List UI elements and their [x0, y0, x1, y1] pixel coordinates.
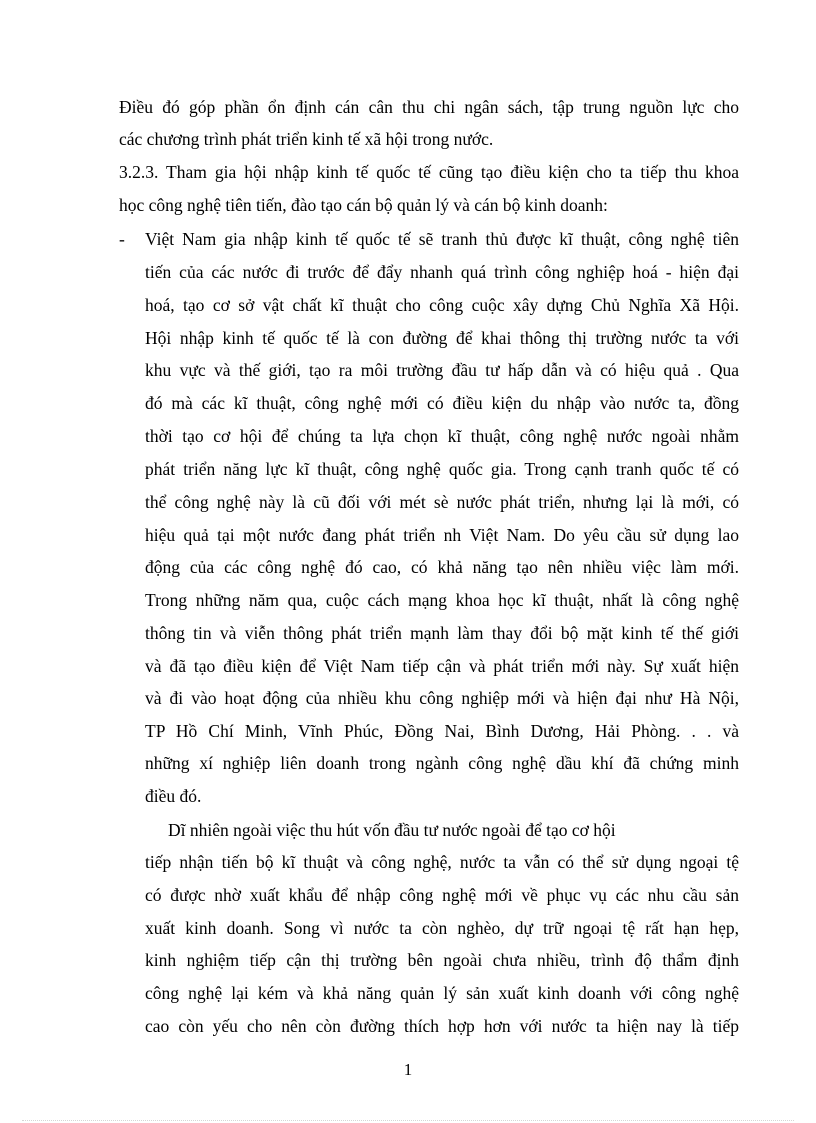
section-heading-line: học công nghệ tiên tiến, đào tạo cán bộ quản lý và cán bộ kinh doanh: — [119, 195, 608, 215]
page-bottom-divider — [22, 1120, 794, 1121]
bullet-text-line: thể công nghệ này là cũ đối với mét sè nước phát triển, nhưng lại là mới, có — [145, 492, 739, 512]
bullet-text-line: hoá, tạo cơ sở vật chất kĩ thuật cho công cuộc xây dựng Chủ Nghĩa Xã Hội. — [145, 295, 739, 315]
bullet-text-line: phát triển năng lực kĩ thuật, công nghệ quốc gia. Trong cạnh tranh quốc tế có — [145, 459, 739, 479]
bullet-text-line: điều đó. — [145, 786, 202, 806]
bullet-text-line: hiệu quả tại một nước đang phát triển nh Việt Nam. Do yêu cầu sử dụng lao — [145, 525, 739, 545]
bullet-text-line: thời tạo cơ hội để chúng ta lựa chọn kĩ thuật, công nghệ nước ngoài nhằm — [145, 426, 739, 446]
bullet-text-line: thông tin và viễn thông phát triển mạnh làm thay đổi bộ mặt kinh tế thế giới — [145, 623, 739, 643]
bullet-text-line: những xí nghiệp liên doanh trong ngành công nghệ dầu khí đã chứng minh — [145, 753, 739, 773]
text-line: các chương trình phát triển kinh tế xã hội trong nước. — [119, 129, 494, 149]
paragraph-line: có được nhờ xuất khẩu để nhập công nghệ mới về phục vụ các nhu cầu sản — [145, 885, 739, 905]
paragraph-line: cao còn yếu cho nên còn đường thích hợp hơn với nước ta hiện nay là tiếp — [145, 1016, 739, 1036]
section-heading-line: 3.2.3. Tham gia hội nhập kinh tế quốc tế cũng tạo điều kiện cho ta tiếp thu khoa — [119, 162, 739, 182]
text-line: Điều đó góp phần ổn định cán cân thu chi ngân sách, tập trung nguồn lực cho — [119, 97, 739, 117]
bullet-text-line: và đã tạo điều kiện để Việt Nam tiếp cận và phát triển mới này. Sự xuất hiện — [145, 656, 739, 676]
paragraph-line: kinh nghiệm tiếp cận thị trường bên ngoài chưa nhiều, trình độ thẩm định — [145, 950, 739, 970]
bullet-text-line: khu vực và thế giới, tạo ra môi trường đầu tư hấp dẫn và có hiệu quả . Qua — [145, 360, 739, 380]
paragraph-line: xuất kinh doanh. Song vì nước ta còn nghèo, dự trữ ngoại tệ rất hạn hẹp, — [145, 918, 739, 938]
page-number: 1 — [403, 1060, 413, 1079]
bullet-text-line: Trong những năm qua, cuộc cách mạng khoa học kĩ thuật, nhất là công nghệ — [145, 590, 739, 610]
paragraph-line: tiếp nhận tiến bộ kĩ thuật và công nghệ, nước ta vẫn có thể sử dụng ngoại tệ — [145, 852, 739, 872]
bullet-text-line: TP Hồ Chí Minh, Vĩnh Phúc, Đồng Nai, Bình Dương, Hải Phòng. . . và — [145, 721, 739, 741]
paragraph-first-line: Dĩ nhiên ngoài việc thu hút vốn đầu tư nước ngoài để tạo cơ hội — [168, 820, 616, 840]
bullet-text-line: Việt Nam gia nhập kinh tế quốc tế sẽ tranh thủ được kĩ thuật, công nghệ tiên — [145, 229, 739, 249]
bullet-marker: - — [119, 229, 125, 249]
paragraph-line: công nghệ lại kém và khả năng quản lý sản xuất kinh doanh với công nghệ — [145, 983, 739, 1003]
bullet-text-line: động của các công nghệ đó cao, có khả năng tạo nên nhiều việc làm mới. — [145, 557, 739, 577]
bullet-text-line: tiến của các nước đi trước để đẩy nhanh quá trình công nghiệp hoá - hiện đại — [145, 262, 739, 282]
bullet-text-line: và đi vào hoạt động của nhiều khu công nghiệp mới và hiện đại như Hà Nội, — [145, 688, 739, 708]
bullet-text-line: đó mà các kĩ thuật, công nghệ mới có điều kiện du nhập vào nước ta, đồng — [145, 393, 739, 413]
bullet-text-line: Hội nhập kinh tế quốc tế là con đường để khai thông thị trường nước ta với — [145, 328, 739, 348]
